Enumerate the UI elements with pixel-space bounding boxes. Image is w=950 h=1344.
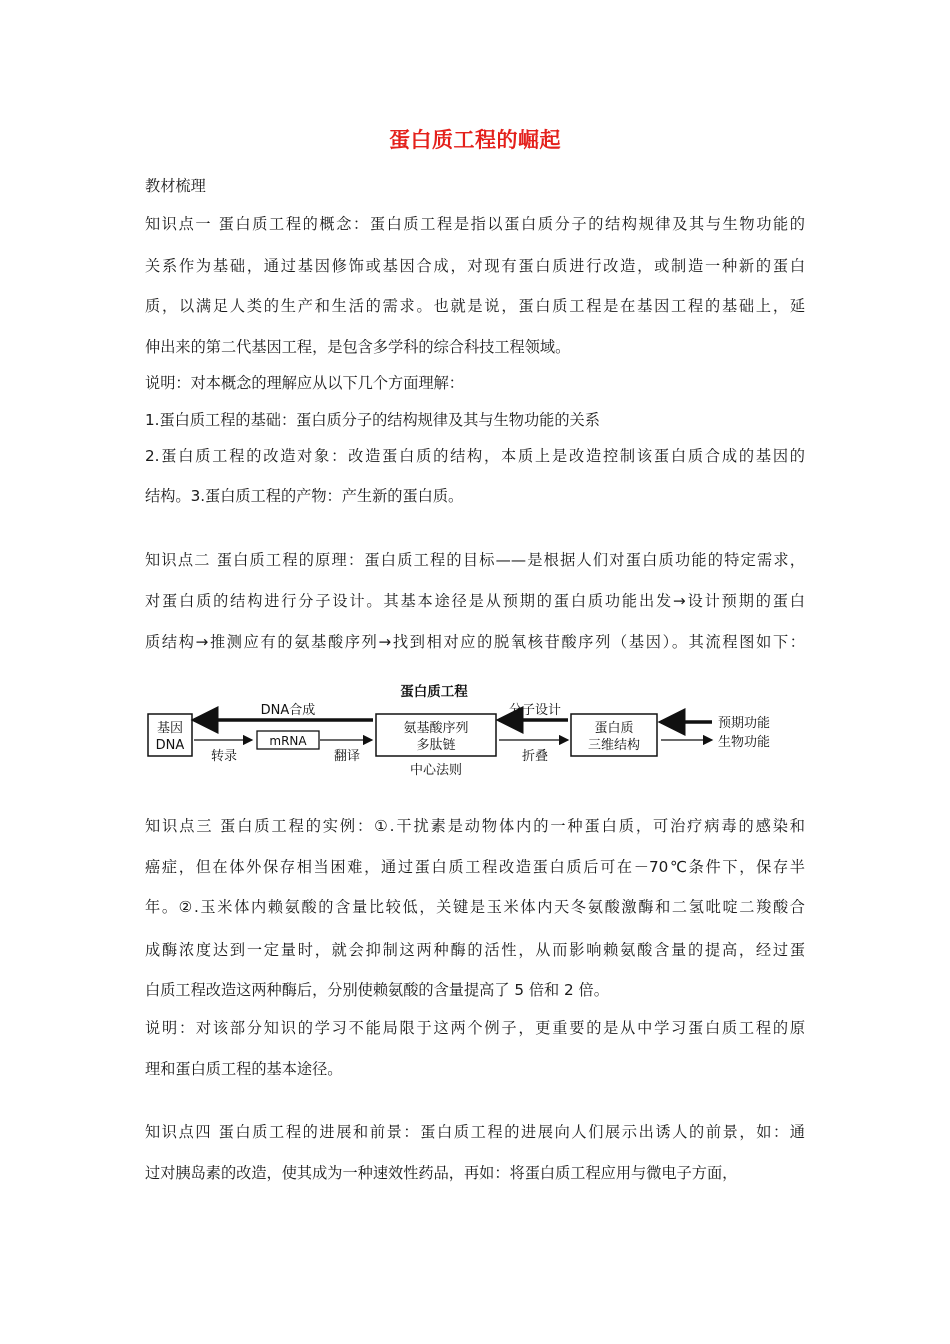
paragraph-line: 成酶浓度达到一定量时，就会抑制这两种酶的活性，从而影响赖氨酸含量的提高，经过蛋 (145, 941, 805, 959)
diagram-header: 蛋白质工程 (400, 684, 468, 700)
paragraph-line: 关系作为基础，通过基因修饰或基因合成，对现有蛋白质进行改造，或制造一种新的蛋白 (145, 257, 805, 275)
paragraph-line: 结构。3.蛋白质工程的产物：产生新的蛋白质。 (145, 487, 464, 505)
polypeptide-label: 多肽链 (416, 738, 456, 753)
flow-diagram (140, 676, 800, 786)
paragraph-line: 对蛋白质的结构进行分子设计。其基本途径是从预期的蛋白质功能出发→设计预期的蛋白 (145, 592, 805, 610)
paragraph-line: 知识点二 蛋白质工程的原理：蛋白质工程的目标——是根据人们对蛋白质功能的特定需求， (145, 551, 805, 569)
dna-label: DNA (155, 738, 185, 753)
paragraph-line: 癌症，但在体外保存相当困难，通过蛋白质工程改造蛋白质后可在－70℃条件下，保存半 (145, 858, 805, 876)
paragraph-line: 质结构→推测应有的氨基酸序列→找到相对应的脱氧核苷酸序列（基因）。其流程图如下： (145, 633, 805, 651)
paragraph-line: 1.蛋白质工程的基础：蛋白质分子的结构规律及其与生物功能的关系 (145, 411, 600, 429)
paragraph-line: 年。②.玉米体内赖氨酸的含量比较低，关键是玉米体内天冬氨酸激酶和二氢吡啶二羧酸合 (145, 898, 805, 916)
section-heading: 教材梳理 (145, 177, 206, 195)
paragraph-line: 伸出来的第二代基因工程，是包含多学科的综合科技工程领域。 (145, 338, 571, 356)
paragraph-line: 知识点四 蛋白质工程的进展和前景：蛋白质工程的进展向人们展示出诱人的前景，如：通 (145, 1123, 805, 1141)
structure-label: 三维结构 (587, 738, 641, 753)
folding-label: 折叠 (521, 749, 549, 764)
transcription-label: 转录 (210, 749, 238, 764)
paragraph-line: 说明：对该部分知识的学习不能局限于这两个例子，更重要的是从中学习蛋白质工程的原 (145, 1019, 805, 1037)
dna-synthesis-label: DNA合成 (260, 703, 316, 718)
paragraph-line: 白质工程改造这两种酶后，分别使赖氨酸的含量提高了 5 倍和 2 倍。 (145, 981, 609, 999)
bio-function-label: 生物功能 (718, 735, 771, 750)
paragraph-line: 过对胰岛素的改造，使其成为一种速效性药品，再如：将蛋白质工程应用与微电子方面， (145, 1164, 738, 1182)
paragraph-line: 理和蛋白质工程的基本途径。 (145, 1060, 343, 1078)
paragraph-line: 2.蛋白质工程的改造对象：改造蛋白质的结构，本质上是改造控制该蛋白质合成的基因的 (145, 447, 805, 465)
central-dogma-label: 中心法则 (409, 763, 463, 778)
paragraph-line: 说明：对本概念的理解应从以下几个方面理解： (145, 374, 464, 392)
translation-label: 翻译 (333, 749, 361, 764)
expected-function-label: 预期功能 (718, 716, 771, 731)
page-title: 蛋白质工程的崛起 (389, 128, 561, 152)
paragraph-line: 质，以满足人类的生产和生活的需求。也就是说，蛋白质工程是在基因工程的基础上，延 (145, 297, 805, 315)
molecular-design-label: 分子设计 (508, 703, 562, 718)
paragraph-line: 知识点一 蛋白质工程的概念：蛋白质工程是指以蛋白质分子的结构规律及其与生物功能的 (145, 215, 805, 233)
mrna-label: mRNA (269, 734, 307, 748)
gene-label: 基因 (156, 721, 184, 736)
protein-label: 蛋白质 (594, 721, 634, 736)
amino-acid-label: 氨基酸序列 (403, 721, 469, 736)
paragraph-line: 知识点三 蛋白质工程的实例：①.干扰素是动物体内的一种蛋白质，可治疗病毒的感染和 (145, 817, 805, 835)
